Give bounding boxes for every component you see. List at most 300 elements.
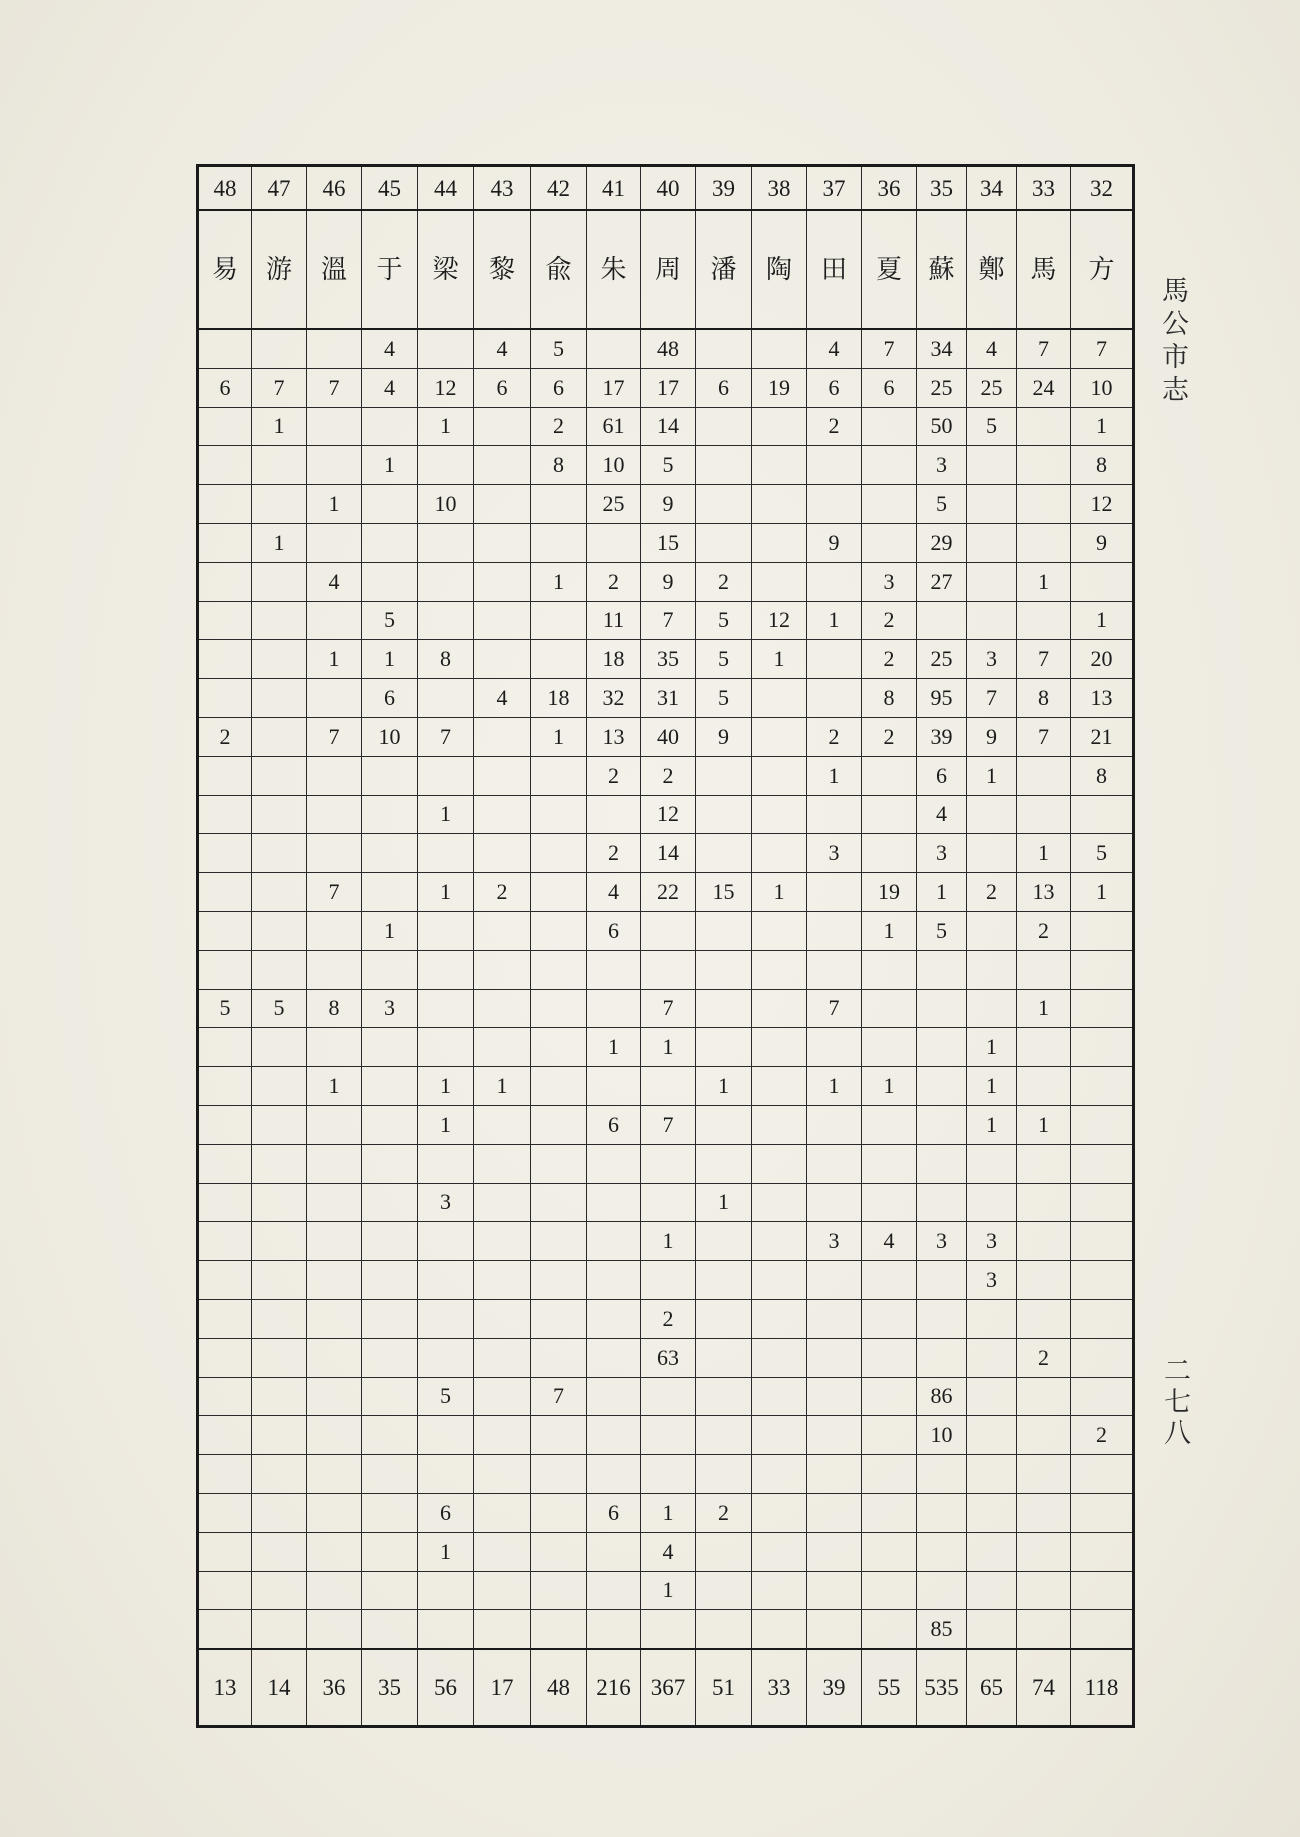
- data-cell: [252, 485, 307, 524]
- data-cell: [531, 950, 587, 989]
- data-cell: [474, 601, 531, 640]
- data-cell: 48: [641, 329, 696, 368]
- data-cell: [531, 1222, 587, 1261]
- data-cell: 1: [967, 1067, 1017, 1106]
- data-cell: [807, 1144, 862, 1183]
- data-cell: 7: [307, 717, 362, 756]
- data-cell: [1017, 1532, 1071, 1571]
- table-row: [198, 1338, 1134, 1377]
- data-cell: [696, 1455, 752, 1494]
- table-row: [198, 1105, 1134, 1144]
- data-cell: [531, 873, 587, 912]
- data-cell: [752, 1455, 807, 1494]
- column-number: 44: [418, 166, 474, 211]
- data-cell: [1017, 1455, 1071, 1494]
- data-cell: [1071, 1532, 1134, 1571]
- data-cell: [474, 1028, 531, 1067]
- data-cell: [531, 1105, 587, 1144]
- total-cell: 55: [862, 1649, 917, 1727]
- data-cell: 5: [967, 407, 1017, 446]
- data-cell: [862, 1338, 917, 1377]
- data-cell: [198, 1261, 252, 1300]
- data-cell: 4: [362, 329, 418, 368]
- surname-count-table: [196, 164, 1135, 1728]
- data-cell: 2: [696, 562, 752, 601]
- data-cell: [967, 1377, 1017, 1416]
- data-cell: 6: [807, 368, 862, 407]
- data-cell: [587, 1067, 641, 1106]
- data-cell: [474, 1105, 531, 1144]
- data-cell: [418, 679, 474, 718]
- data-cell: [1071, 1571, 1134, 1610]
- data-cell: 34: [917, 329, 967, 368]
- data-cell: [752, 1183, 807, 1222]
- surname-cell: 陶: [752, 210, 807, 329]
- data-cell: [474, 1571, 531, 1610]
- data-cell: [474, 523, 531, 562]
- total-cell: 65: [967, 1649, 1017, 1727]
- data-cell: [917, 989, 967, 1028]
- data-cell: 1: [1017, 562, 1071, 601]
- data-cell: [474, 756, 531, 795]
- data-cell: [362, 1377, 418, 1416]
- data-cell: [1017, 407, 1071, 446]
- column-number: 42: [531, 166, 587, 211]
- data-cell: 6: [474, 368, 531, 407]
- data-cell: [474, 1532, 531, 1571]
- data-cell: 85: [917, 1610, 967, 1649]
- data-cell: 2: [862, 640, 917, 679]
- data-cell: [531, 1338, 587, 1377]
- data-cell: [307, 1222, 362, 1261]
- data-cell: 1: [531, 717, 587, 756]
- data-cell: 2: [1071, 1416, 1134, 1455]
- data-cell: 1: [641, 1222, 696, 1261]
- data-cell: [967, 950, 1017, 989]
- data-cell: 32: [587, 679, 641, 718]
- data-cell: 1: [252, 523, 307, 562]
- data-cell: [252, 873, 307, 912]
- data-cell: [917, 1571, 967, 1610]
- data-cell: [862, 1571, 917, 1610]
- data-cell: [1071, 1338, 1134, 1377]
- data-cell: [474, 1455, 531, 1494]
- data-cell: 6: [587, 911, 641, 950]
- data-cell: [531, 1493, 587, 1532]
- surname-cell: 游: [252, 210, 307, 329]
- data-cell: 1: [531, 562, 587, 601]
- data-cell: [641, 1416, 696, 1455]
- data-cell: 17: [587, 368, 641, 407]
- data-cell: 7: [307, 873, 362, 912]
- data-cell: 6: [418, 1493, 474, 1532]
- surname-cell: 朱: [587, 210, 641, 329]
- data-cell: [1017, 1261, 1071, 1300]
- data-cell: [1017, 523, 1071, 562]
- data-cell: 2: [587, 834, 641, 873]
- data-cell: 1: [307, 640, 362, 679]
- data-cell: [752, 1532, 807, 1571]
- data-cell: 7: [967, 679, 1017, 718]
- surname-row: [198, 210, 1134, 329]
- data-cell: 63: [641, 1338, 696, 1377]
- data-cell: [252, 950, 307, 989]
- data-cell: [752, 1261, 807, 1300]
- data-cell: [1071, 1261, 1134, 1300]
- page-number: 二七八: [1160, 1356, 1190, 1449]
- data-cell: [917, 1067, 967, 1106]
- data-cell: [474, 1416, 531, 1455]
- table-row: [198, 1416, 1134, 1455]
- data-cell: [587, 1222, 641, 1261]
- data-cell: [474, 1377, 531, 1416]
- data-cell: 7: [252, 368, 307, 407]
- data-cell: [307, 1105, 362, 1144]
- data-cell: [362, 1610, 418, 1649]
- data-cell: [531, 1261, 587, 1300]
- data-cell: [1017, 1183, 1071, 1222]
- data-cell: 2: [587, 562, 641, 601]
- data-cell: [1071, 950, 1134, 989]
- data-cell: 4: [641, 1532, 696, 1571]
- data-cell: [807, 1105, 862, 1144]
- data-cell: 7: [1071, 329, 1134, 368]
- data-cell: 12: [641, 795, 696, 834]
- data-cell: [362, 756, 418, 795]
- data-cell: [696, 1028, 752, 1067]
- data-cell: [587, 1610, 641, 1649]
- data-cell: 5: [531, 329, 587, 368]
- data-cell: [198, 1571, 252, 1610]
- data-cell: [917, 950, 967, 989]
- data-cell: [752, 329, 807, 368]
- data-cell: 1: [418, 1532, 474, 1571]
- data-cell: [696, 834, 752, 873]
- data-cell: [362, 1299, 418, 1338]
- data-cell: [696, 1144, 752, 1183]
- data-cell: [862, 1299, 917, 1338]
- data-cell: 1: [1071, 407, 1134, 446]
- data-cell: 8: [1071, 756, 1134, 795]
- total-cell: 14: [252, 1649, 307, 1727]
- data-cell: [1071, 989, 1134, 1028]
- data-cell: [1017, 1493, 1071, 1532]
- data-cell: [531, 1571, 587, 1610]
- data-cell: [531, 1610, 587, 1649]
- data-cell: [807, 950, 862, 989]
- data-cell: [862, 1105, 917, 1144]
- table-row: [198, 368, 1134, 407]
- data-cell: 19: [752, 368, 807, 407]
- data-cell: [1017, 1299, 1071, 1338]
- table-row: [198, 950, 1134, 989]
- data-cell: 5: [252, 989, 307, 1028]
- surname-cell: 易: [198, 210, 252, 329]
- data-cell: 3: [807, 1222, 862, 1261]
- data-cell: [198, 950, 252, 989]
- total-cell: 33: [752, 1649, 807, 1727]
- data-cell: [696, 1105, 752, 1144]
- data-cell: [1071, 1105, 1134, 1144]
- data-cell: [252, 1183, 307, 1222]
- data-cell: 1: [862, 911, 917, 950]
- data-cell: [362, 1493, 418, 1532]
- data-cell: [252, 1493, 307, 1532]
- total-cell: 118: [1071, 1649, 1134, 1727]
- data-cell: [696, 1261, 752, 1300]
- data-cell: 1: [862, 1067, 917, 1106]
- data-cell: 3: [967, 1222, 1017, 1261]
- data-cell: 9: [696, 717, 752, 756]
- data-cell: [252, 1067, 307, 1106]
- total-cell: 216: [587, 1649, 641, 1727]
- data-cell: [474, 795, 531, 834]
- table-row: [198, 1261, 1134, 1300]
- data-cell: 3: [917, 446, 967, 485]
- data-cell: [967, 1338, 1017, 1377]
- data-cell: 15: [696, 873, 752, 912]
- data-cell: [418, 601, 474, 640]
- data-cell: 25: [917, 640, 967, 679]
- data-cell: [862, 1028, 917, 1067]
- data-cell: [696, 989, 752, 1028]
- data-cell: [807, 1455, 862, 1494]
- data-cell: [967, 601, 1017, 640]
- data-cell: [917, 1183, 967, 1222]
- data-cell: 7: [1017, 329, 1071, 368]
- data-cell: [641, 1261, 696, 1300]
- table-row: [198, 1493, 1134, 1532]
- data-cell: [418, 446, 474, 485]
- data-cell: [531, 756, 587, 795]
- column-number: 37: [807, 166, 862, 211]
- data-cell: [641, 1455, 696, 1494]
- data-cell: 1: [307, 485, 362, 524]
- data-cell: [917, 1532, 967, 1571]
- column-number: 43: [474, 166, 531, 211]
- total-cell: 13: [198, 1649, 252, 1727]
- column-number: 40: [641, 166, 696, 211]
- data-cell: [807, 1416, 862, 1455]
- data-cell: [862, 1532, 917, 1571]
- data-cell: 4: [307, 562, 362, 601]
- data-cell: [474, 1299, 531, 1338]
- data-cell: [1071, 911, 1134, 950]
- data-cell: [752, 523, 807, 562]
- data-cell: 5: [362, 601, 418, 640]
- data-cell: [362, 795, 418, 834]
- table-row: [198, 756, 1134, 795]
- data-cell: [587, 1416, 641, 1455]
- data-cell: [474, 640, 531, 679]
- data-cell: 7: [641, 989, 696, 1028]
- data-cell: 7: [641, 1105, 696, 1144]
- data-cell: [587, 1338, 641, 1377]
- data-cell: [807, 1532, 862, 1571]
- table-row: [198, 446, 1134, 485]
- data-cell: [807, 485, 862, 524]
- data-cell: [307, 834, 362, 873]
- data-cell: [1017, 950, 1071, 989]
- data-cell: [418, 1610, 474, 1649]
- data-cell: 22: [641, 873, 696, 912]
- data-cell: [696, 795, 752, 834]
- data-cell: 5: [641, 446, 696, 485]
- data-cell: 2: [807, 407, 862, 446]
- data-cell: [307, 756, 362, 795]
- data-cell: [362, 485, 418, 524]
- data-cell: 1: [418, 873, 474, 912]
- data-cell: [641, 1144, 696, 1183]
- data-cell: [198, 1067, 252, 1106]
- data-cell: [307, 1299, 362, 1338]
- data-cell: [807, 1028, 862, 1067]
- column-number: 48: [198, 166, 252, 211]
- data-cell: [362, 407, 418, 446]
- surname-cell: 馬: [1017, 210, 1071, 329]
- data-cell: [696, 911, 752, 950]
- total-cell: 51: [696, 1649, 752, 1727]
- data-cell: [307, 1532, 362, 1571]
- data-cell: 2: [641, 756, 696, 795]
- data-cell: [967, 1493, 1017, 1532]
- data-cell: [696, 446, 752, 485]
- data-cell: [696, 756, 752, 795]
- data-cell: 6: [587, 1105, 641, 1144]
- data-cell: [862, 1416, 917, 1455]
- data-cell: 1: [917, 873, 967, 912]
- data-cell: 5: [917, 485, 967, 524]
- data-cell: 9: [641, 485, 696, 524]
- data-cell: 6: [696, 368, 752, 407]
- data-cell: [198, 640, 252, 679]
- data-cell: [862, 989, 917, 1028]
- data-cell: [587, 1455, 641, 1494]
- data-cell: 86: [917, 1377, 967, 1416]
- data-cell: [752, 446, 807, 485]
- data-cell: [362, 1067, 418, 1106]
- data-cell: 21: [1071, 717, 1134, 756]
- data-cell: 12: [752, 601, 807, 640]
- data-cell: [1017, 601, 1071, 640]
- column-number: 47: [252, 166, 307, 211]
- column-number: 41: [587, 166, 641, 211]
- data-cell: 3: [917, 834, 967, 873]
- total-cell: 35: [362, 1649, 418, 1727]
- data-cell: [362, 1028, 418, 1067]
- data-cell: 1: [418, 1067, 474, 1106]
- data-cell: [531, 1299, 587, 1338]
- data-cell: 1: [967, 1105, 1017, 1144]
- data-cell: 7: [1017, 717, 1071, 756]
- data-cell: 1: [641, 1028, 696, 1067]
- data-cell: 3: [807, 834, 862, 873]
- data-cell: [307, 1377, 362, 1416]
- data-cell: [198, 601, 252, 640]
- data-cell: 1: [1071, 873, 1134, 912]
- column-number: 45: [362, 166, 418, 211]
- data-cell: [198, 1183, 252, 1222]
- table-row: [198, 1067, 1134, 1106]
- data-cell: [252, 1571, 307, 1610]
- data-cell: 8: [1017, 679, 1071, 718]
- data-cell: 1: [807, 756, 862, 795]
- data-cell: [252, 1028, 307, 1067]
- table-row: [198, 717, 1134, 756]
- data-cell: [752, 1338, 807, 1377]
- data-cell: [418, 756, 474, 795]
- data-cell: [967, 834, 1017, 873]
- surname-cell: 夏: [862, 210, 917, 329]
- data-cell: 1: [587, 1028, 641, 1067]
- data-cell: [862, 1183, 917, 1222]
- data-cell: [862, 446, 917, 485]
- data-cell: [362, 1455, 418, 1494]
- data-cell: [1071, 1493, 1134, 1532]
- data-cell: 6: [587, 1493, 641, 1532]
- data-cell: [198, 485, 252, 524]
- data-cell: [252, 1532, 307, 1571]
- data-cell: 35: [641, 640, 696, 679]
- data-cell: 25: [917, 368, 967, 407]
- data-cell: [967, 989, 1017, 1028]
- table-row: [198, 1610, 1134, 1649]
- data-cell: [252, 562, 307, 601]
- column-number: 32: [1071, 166, 1134, 211]
- surname-cell: 黎: [474, 210, 531, 329]
- data-cell: 1: [696, 1183, 752, 1222]
- data-cell: [752, 950, 807, 989]
- data-cell: [752, 795, 807, 834]
- data-cell: 9: [967, 717, 1017, 756]
- data-cell: [807, 1299, 862, 1338]
- data-cell: [531, 1455, 587, 1494]
- data-cell: 1: [696, 1067, 752, 1106]
- data-cell: [917, 1338, 967, 1377]
- data-cell: [307, 1338, 362, 1377]
- total-cell: 48: [531, 1649, 587, 1727]
- data-cell: [198, 1493, 252, 1532]
- data-cell: [1071, 1067, 1134, 1106]
- data-cell: [307, 523, 362, 562]
- column-number: 35: [917, 166, 967, 211]
- data-cell: [917, 1028, 967, 1067]
- data-cell: [531, 1532, 587, 1571]
- data-cell: 7: [807, 989, 862, 1028]
- data-cell: [917, 1105, 967, 1144]
- data-cell: [307, 911, 362, 950]
- data-cell: 4: [967, 329, 1017, 368]
- data-cell: [862, 485, 917, 524]
- data-cell: [418, 1416, 474, 1455]
- data-cell: [807, 679, 862, 718]
- data-cell: [418, 911, 474, 950]
- column-number: 46: [307, 166, 362, 211]
- total-cell: 74: [1017, 1649, 1071, 1727]
- table-row: [198, 1299, 1134, 1338]
- data-cell: [307, 1455, 362, 1494]
- data-cell: [587, 1299, 641, 1338]
- data-cell: [752, 1377, 807, 1416]
- data-cell: [252, 1455, 307, 1494]
- data-cell: [362, 562, 418, 601]
- data-cell: [198, 523, 252, 562]
- data-cell: [807, 1493, 862, 1532]
- data-cell: [252, 1416, 307, 1455]
- data-cell: 2: [587, 756, 641, 795]
- data-cell: 4: [917, 795, 967, 834]
- data-cell: 7: [531, 1377, 587, 1416]
